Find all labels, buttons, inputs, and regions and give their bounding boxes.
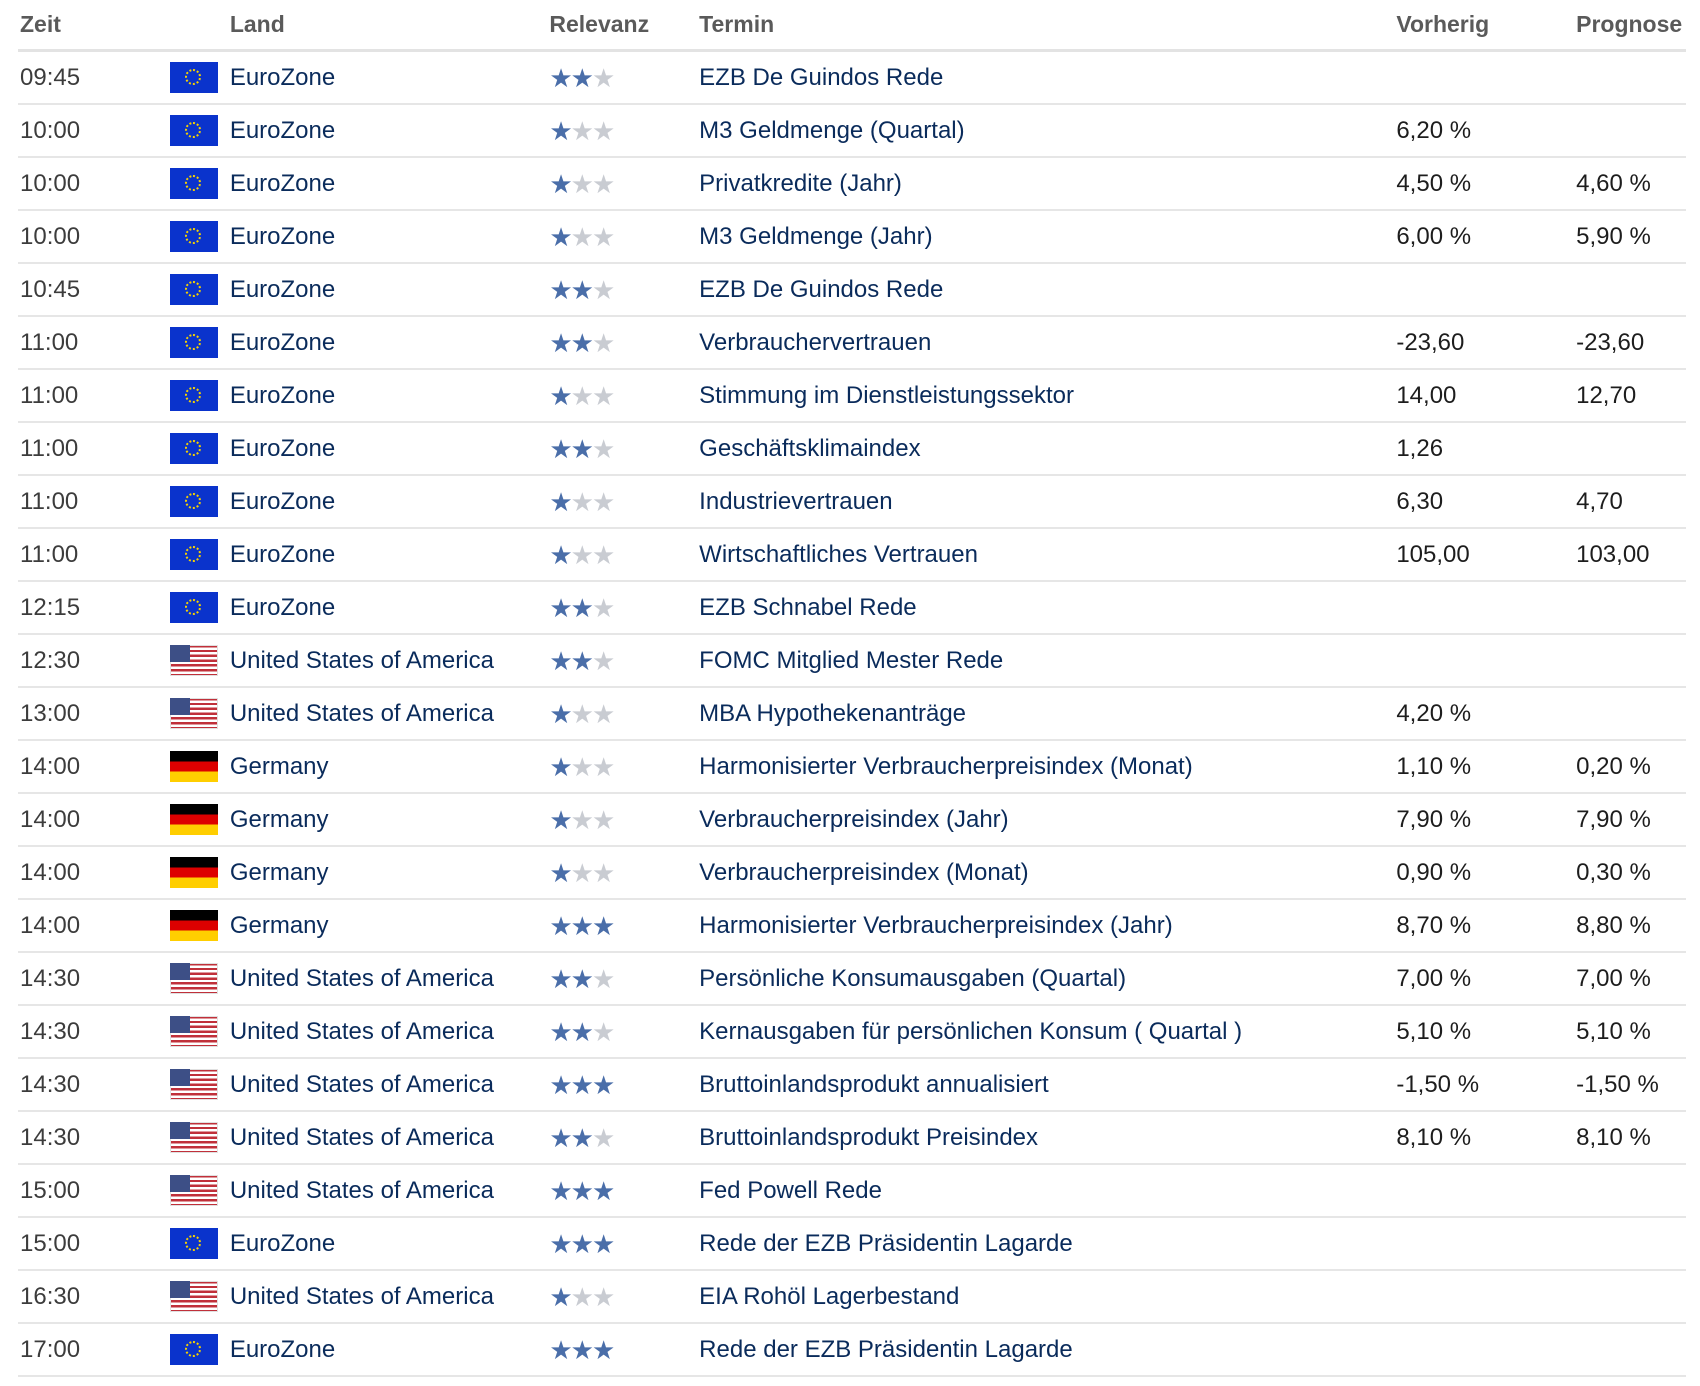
table-row[interactable] [18, 582, 1686, 635]
row-country: EuroZone [229, 222, 336, 250]
de-flag-icon [170, 910, 218, 941]
header-termin[interactable]: Termin [699, 11, 775, 37]
table-row[interactable] [18, 900, 1686, 953]
relevance-stars [549, 1228, 699, 1259]
table-row[interactable] [18, 52, 1686, 105]
relevance-stars [549, 486, 699, 517]
row-event-link[interactable]: EZB Schnabel Rede [699, 593, 917, 621]
row-time: 16:30 [20, 1282, 81, 1310]
row-country-cell [170, 645, 550, 676]
table-row[interactable] [18, 317, 1686, 370]
row-event-link[interactable]: Harmonisierter Verbraucherpreisindex (Monat) [699, 752, 1193, 780]
us-flag-icon [170, 1069, 218, 1100]
row-event-link[interactable]: EIA Rohöl Lagerbestand [699, 1282, 960, 1310]
row-previous: 7,00 % [1396, 964, 1472, 992]
star-icon: ★ [591, 327, 614, 358]
star-icon: ★ [570, 1334, 592, 1365]
row-time: 14:30 [20, 1123, 81, 1151]
row-time: 12:30 [20, 646, 81, 674]
star-icon: ★ [570, 698, 592, 729]
row-event-link[interactable]: Persönliche Konsumausgaben (Quartal) [699, 964, 1127, 992]
relevance-stars [549, 698, 699, 729]
star-icon: ★ [591, 751, 614, 782]
star-icon: ★ [591, 698, 614, 729]
star-icon: ★ [549, 115, 571, 146]
row-country-cell [170, 221, 550, 252]
star-icon: ★ [570, 1228, 592, 1259]
table-row[interactable] [18, 953, 1686, 1006]
row-country: United States of America [229, 1070, 494, 1098]
row-country: EuroZone [229, 434, 336, 462]
row-previous: 14,00 [1396, 381, 1457, 409]
star-icon: ★ [591, 221, 614, 252]
star-icon: ★ [591, 857, 614, 888]
row-country-cell [170, 486, 550, 517]
relevance-stars [549, 221, 699, 252]
table-row[interactable] [18, 1324, 1686, 1377]
table-row[interactable] [18, 476, 1686, 529]
row-time: 10:00 [20, 116, 81, 144]
star-icon: ★ [591, 963, 614, 994]
row-event-link[interactable]: Geschäftsklimaindex [699, 434, 921, 462]
star-icon: ★ [591, 910, 614, 941]
row-event-link[interactable]: Stimmung im Dienstleistungssektor [699, 381, 1074, 409]
row-event-link[interactable]: Privatkredite (Jahr) [699, 169, 902, 197]
row-country: United States of America [229, 1123, 494, 1151]
economic-calendar-table [18, 0, 1686, 1377]
star-icon: ★ [549, 433, 571, 464]
row-time: 14:00 [20, 911, 81, 939]
row-country-cell [170, 751, 550, 782]
de-flag-icon [170, 804, 218, 835]
row-previous: 6,30 [1396, 487, 1444, 515]
us-flag-icon [170, 963, 218, 994]
table-header [18, 0, 1686, 52]
row-country-cell [170, 1069, 550, 1100]
star-icon: ★ [549, 1016, 571, 1047]
row-event-link[interactable]: Kernausgaben für persönlichen Konsum ( Quartal ) [699, 1017, 1243, 1045]
row-country: Germany [229, 805, 329, 833]
row-time: 14:30 [20, 1070, 81, 1098]
row-event-link[interactable]: FOMC Mitglied Mester Rede [699, 646, 1004, 674]
row-time: 11:00 [20, 434, 79, 462]
relevance-stars [549, 857, 699, 888]
row-event-link[interactable]: Rede der EZB Präsidentin Lagarde [699, 1335, 1073, 1363]
row-forecast: 5,90 % [1576, 222, 1651, 250]
relevance-stars [549, 1281, 699, 1312]
table-row[interactable] [18, 264, 1686, 317]
row-event-link[interactable]: M3 Geldmenge (Quartal) [699, 116, 965, 144]
row-country-cell [170, 539, 550, 570]
row-previous: 4,50 % [1396, 169, 1472, 197]
row-time: 11:00 [20, 540, 79, 568]
table-body [18, 52, 1686, 1377]
row-forecast: 8,10 % [1576, 1123, 1651, 1151]
star-icon: ★ [591, 645, 614, 676]
row-country-cell [170, 168, 550, 199]
row-country-cell [170, 1228, 550, 1259]
row-previous: 1,26 [1396, 434, 1444, 462]
star-icon: ★ [549, 539, 571, 570]
row-previous: 5,10 % [1396, 1017, 1472, 1045]
star-icon: ★ [570, 645, 592, 676]
row-previous: 6,00 % [1396, 222, 1472, 250]
eu-flag-icon [170, 592, 218, 623]
row-forecast: 0,20 % [1576, 752, 1651, 780]
row-time: 15:00 [20, 1176, 81, 1204]
row-country-cell [170, 1175, 550, 1206]
relevance-stars [549, 539, 699, 570]
star-icon: ★ [591, 380, 614, 411]
row-previous: -1,50 % [1396, 1070, 1480, 1098]
row-forecast: -23,60 [1576, 328, 1645, 356]
row-country: Germany [229, 752, 329, 780]
row-country: EuroZone [229, 1335, 336, 1363]
relevance-stars [549, 327, 699, 358]
relevance-stars [549, 115, 699, 146]
relevance-stars [549, 168, 699, 199]
row-country: United States of America [229, 1017, 494, 1045]
star-icon: ★ [591, 1334, 614, 1365]
row-event-link[interactable]: Fed Powell Rede [699, 1176, 882, 1204]
us-flag-icon [170, 1175, 218, 1206]
relevance-stars [549, 380, 699, 411]
star-icon: ★ [591, 1069, 614, 1100]
table-row[interactable] [18, 741, 1686, 794]
row-forecast: 7,00 % [1576, 964, 1651, 992]
row-forecast: 5,10 % [1576, 1017, 1651, 1045]
eu-flag-icon [170, 433, 218, 464]
star-icon: ★ [549, 963, 571, 994]
star-icon: ★ [570, 1069, 592, 1100]
row-forecast: 12,70 [1576, 381, 1637, 409]
row-event-link[interactable]: Verbraucherpreisindex (Jahr) [699, 805, 1009, 833]
star-icon: ★ [549, 1228, 571, 1259]
star-icon: ★ [549, 910, 571, 941]
row-forecast: 4,70 [1576, 487, 1623, 515]
row-country-cell [170, 274, 550, 305]
star-icon: ★ [549, 645, 571, 676]
table-row[interactable] [18, 688, 1686, 741]
row-forecast: 4,60 % [1576, 169, 1651, 197]
star-icon: ★ [591, 592, 614, 623]
row-time: 11:00 [20, 487, 79, 515]
star-icon: ★ [570, 380, 592, 411]
star-icon: ★ [549, 1122, 571, 1153]
relevance-stars [549, 751, 699, 782]
row-previous: 6,20 % [1396, 116, 1472, 144]
star-icon: ★ [549, 1334, 571, 1365]
star-icon: ★ [570, 1175, 592, 1206]
relevance-stars [549, 1122, 699, 1153]
row-country: United States of America [229, 1176, 494, 1204]
eu-flag-icon [170, 274, 218, 305]
row-time: 11:00 [20, 381, 79, 409]
header-zeit[interactable]: Zeit [20, 11, 61, 37]
star-icon: ★ [549, 698, 571, 729]
row-event-link[interactable]: Verbraucherpreisindex (Monat) [699, 858, 1029, 886]
row-time: 14:30 [20, 1017, 81, 1045]
row-country-cell [170, 433, 550, 464]
row-event-link[interactable]: Industrievertrauen [699, 487, 893, 515]
table-row[interactable] [18, 211, 1686, 264]
row-time: 10:00 [20, 169, 81, 197]
us-flag-icon [170, 1122, 218, 1153]
row-country: United States of America [229, 699, 494, 727]
row-time: 09:45 [20, 63, 81, 91]
star-icon: ★ [549, 857, 571, 888]
star-icon: ★ [591, 115, 614, 146]
row-country: EuroZone [229, 1229, 336, 1257]
row-country: EuroZone [229, 381, 336, 409]
row-country: United States of America [229, 964, 494, 992]
row-event-link[interactable]: Wirtschaftliches Vertrauen [699, 540, 978, 568]
star-icon: ★ [570, 1016, 592, 1047]
row-previous: 1,10 % [1396, 752, 1472, 780]
star-icon: ★ [549, 592, 571, 623]
star-icon: ★ [570, 115, 592, 146]
table-row[interactable] [18, 635, 1686, 688]
header-land[interactable]: Land [229, 11, 285, 37]
relevance-stars [549, 592, 699, 623]
table-row[interactable] [18, 1218, 1686, 1271]
star-icon: ★ [549, 327, 571, 358]
star-icon: ★ [570, 751, 592, 782]
star-icon: ★ [591, 486, 614, 517]
star-icon: ★ [549, 804, 571, 835]
table-row[interactable] [18, 1006, 1686, 1059]
row-event-link[interactable]: Bruttoinlandsprodukt Preisindex [699, 1123, 1039, 1151]
star-icon: ★ [570, 274, 592, 305]
star-icon: ★ [591, 274, 614, 305]
relevance-stars [549, 1069, 699, 1100]
relevance-stars [549, 274, 699, 305]
row-country-cell [170, 1016, 550, 1047]
row-time: 14:00 [20, 752, 81, 780]
star-icon: ★ [549, 221, 571, 252]
row-country: EuroZone [229, 116, 336, 144]
relevance-stars [549, 1016, 699, 1047]
table-row[interactable] [18, 105, 1686, 158]
star-icon: ★ [570, 486, 592, 517]
star-icon: ★ [591, 433, 614, 464]
row-country: EuroZone [229, 275, 336, 303]
de-flag-icon [170, 751, 218, 782]
relevance-stars [549, 963, 699, 994]
table-row[interactable] [18, 794, 1686, 847]
row-forecast: 0,30 % [1576, 858, 1651, 886]
row-country: EuroZone [229, 487, 336, 515]
de-flag-icon [170, 857, 218, 888]
eu-flag-icon [170, 327, 218, 358]
eu-flag-icon [170, 221, 218, 252]
table-row[interactable] [18, 1059, 1686, 1112]
star-icon: ★ [591, 539, 614, 570]
row-time: 10:00 [20, 222, 81, 250]
star-icon: ★ [549, 1069, 571, 1100]
star-icon: ★ [549, 751, 571, 782]
row-country-cell [170, 115, 550, 146]
star-icon: ★ [549, 168, 571, 199]
row-event-link[interactable]: EZB De Guindos Rede [699, 275, 944, 303]
row-country: Germany [229, 911, 329, 939]
row-time: 17:00 [20, 1335, 81, 1363]
row-country-cell [170, 963, 550, 994]
relevance-stars [549, 1175, 699, 1206]
star-icon: ★ [549, 62, 571, 93]
star-icon: ★ [591, 1175, 614, 1206]
star-icon: ★ [570, 1281, 592, 1312]
star-icon: ★ [549, 380, 571, 411]
row-country: EuroZone [229, 63, 336, 91]
row-country: United States of America [229, 646, 494, 674]
row-country-cell [170, 804, 550, 835]
eu-flag-icon [170, 539, 218, 570]
row-country-cell [170, 857, 550, 888]
header-vorherig[interactable]: Vorherig [1396, 11, 1490, 37]
relevance-stars [549, 62, 699, 93]
row-country: EuroZone [229, 540, 336, 568]
row-country: United States of America [229, 1282, 494, 1310]
row-event-link[interactable]: Rede der EZB Präsidentin Lagarde [699, 1229, 1073, 1257]
row-country: EuroZone [229, 169, 336, 197]
eu-flag-icon [170, 115, 218, 146]
eu-flag-icon [170, 1334, 218, 1365]
eu-flag-icon [170, 380, 218, 411]
row-time: 14:00 [20, 805, 81, 833]
row-forecast: -1,50 % [1576, 1070, 1659, 1098]
star-icon: ★ [591, 804, 614, 835]
star-icon: ★ [591, 1122, 614, 1153]
row-event-link[interactable]: M3 Geldmenge (Jahr) [699, 222, 933, 250]
row-time: 13:00 [20, 699, 81, 727]
row-previous: 8,10 % [1396, 1123, 1472, 1151]
row-previous: 0,90 % [1396, 858, 1472, 886]
table-row[interactable] [18, 158, 1686, 211]
star-icon: ★ [570, 221, 592, 252]
us-flag-icon [170, 1281, 218, 1312]
row-forecast: 103,00 [1576, 540, 1650, 568]
row-previous: 8,70 % [1396, 911, 1472, 939]
row-event-link[interactable]: Bruttoinlandsprodukt annualisiert [699, 1070, 1049, 1098]
row-country-cell [170, 327, 550, 358]
star-icon: ★ [591, 1228, 614, 1259]
row-country-cell [170, 1122, 550, 1153]
relevance-stars [549, 433, 699, 464]
relevance-stars [549, 910, 699, 941]
relevance-stars [549, 1334, 699, 1365]
row-time: 14:30 [20, 964, 81, 992]
header-prognose[interactable]: Prognose [1576, 11, 1683, 37]
row-event-link[interactable]: EZB De Guindos Rede [699, 63, 944, 91]
table-row[interactable] [18, 529, 1686, 582]
star-icon: ★ [570, 62, 592, 93]
star-icon: ★ [591, 168, 614, 199]
star-icon: ★ [570, 857, 592, 888]
row-event-link[interactable]: MBA Hypothekenanträge [699, 699, 967, 727]
star-icon: ★ [570, 327, 592, 358]
row-time: 12:15 [20, 593, 81, 621]
row-event-link[interactable]: Harmonisierter Verbraucherpreisindex (Jahr) [699, 911, 1173, 939]
row-country: EuroZone [229, 593, 336, 621]
row-forecast: 7,90 % [1576, 805, 1651, 833]
row-country-cell [170, 62, 550, 93]
table-row[interactable] [18, 370, 1686, 423]
row-country-cell [170, 592, 550, 623]
row-previous: 7,90 % [1396, 805, 1472, 833]
star-icon: ★ [591, 1281, 614, 1312]
table-row[interactable] [18, 1271, 1686, 1324]
row-country-cell [170, 380, 550, 411]
star-icon: ★ [570, 910, 592, 941]
us-flag-icon [170, 698, 218, 729]
row-previous: 4,20 % [1396, 699, 1472, 727]
row-country-cell [170, 1281, 550, 1312]
star-icon: ★ [570, 592, 592, 623]
star-icon: ★ [570, 168, 592, 199]
row-previous: -23,60 [1396, 328, 1465, 356]
table-row[interactable] [18, 423, 1686, 476]
row-time: 10:45 [20, 275, 81, 303]
us-flag-icon [170, 1016, 218, 1047]
table-row[interactable] [18, 1165, 1686, 1218]
relevance-stars [549, 804, 699, 835]
star-icon: ★ [570, 804, 592, 835]
eu-flag-icon [170, 62, 218, 93]
relevance-stars [549, 645, 699, 676]
row-country-cell [170, 1334, 550, 1365]
row-time: 15:00 [20, 1229, 81, 1257]
star-icon: ★ [570, 1122, 592, 1153]
eu-flag-icon [170, 168, 218, 199]
eu-flag-icon [170, 1228, 218, 1259]
table-row[interactable] [18, 847, 1686, 900]
row-time: 11:00 [20, 328, 79, 356]
star-icon: ★ [591, 1016, 614, 1047]
star-icon: ★ [570, 433, 592, 464]
row-country: Germany [229, 858, 329, 886]
row-country-cell [170, 910, 550, 941]
star-icon: ★ [591, 62, 614, 93]
row-country: EuroZone [229, 328, 336, 356]
row-event-link[interactable]: Verbrauchervertrauen [699, 328, 932, 356]
star-icon: ★ [549, 486, 571, 517]
star-icon: ★ [570, 963, 592, 994]
star-icon: ★ [549, 274, 571, 305]
header-relevanz[interactable]: Relevanz [549, 11, 650, 37]
eu-flag-icon [170, 486, 218, 517]
row-country-cell [170, 698, 550, 729]
star-icon: ★ [549, 1281, 571, 1312]
table-row[interactable] [18, 1112, 1686, 1165]
star-icon: ★ [570, 539, 592, 570]
header-land-cell [170, 11, 550, 38]
us-flag-icon [170, 645, 218, 676]
row-previous: 105,00 [1396, 540, 1470, 568]
row-time: 14:00 [20, 858, 81, 886]
star-icon: ★ [549, 1175, 571, 1206]
row-forecast: 8,80 % [1576, 911, 1651, 939]
